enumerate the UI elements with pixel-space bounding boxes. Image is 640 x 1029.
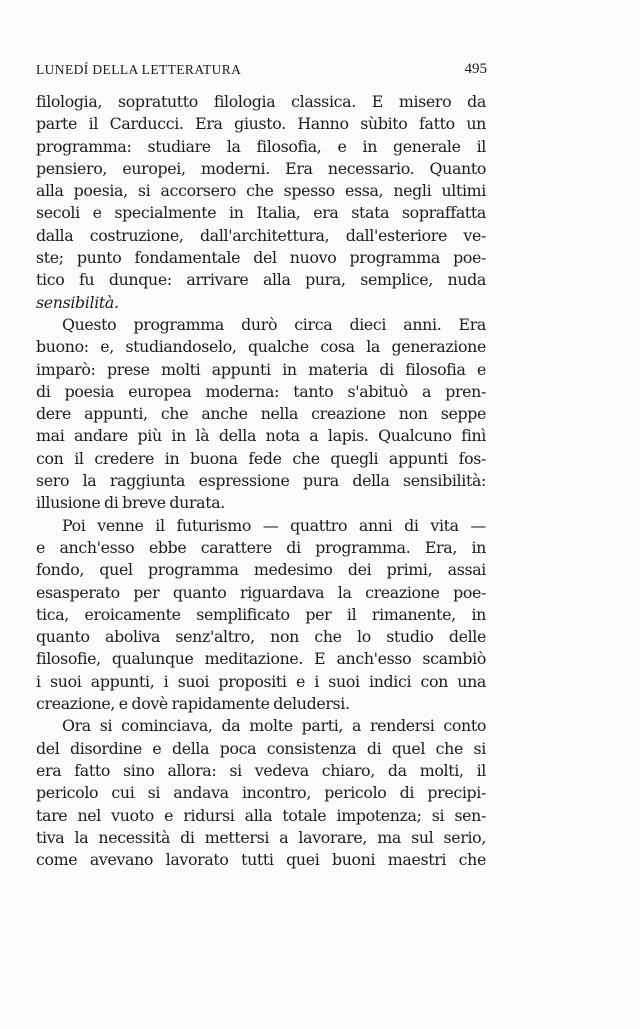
- text-line: come avevano lavorato tutti quei buoni maestri che: [36, 850, 486, 870]
- text-line: tare nel vuoto e ridursi alla totale impotenza; si sen-: [36, 805, 486, 825]
- text-line: con il credere in buona fede che quegli appunti fos-: [36, 448, 486, 468]
- text-line: tiva la necessità di mettersi a lavorare, ma sul serio,: [36, 827, 486, 847]
- text-line: filosofie, qualunque meditazione. E anch'esso scambiò: [36, 649, 486, 669]
- text-line: tica, eroicamente semplificato per il rimanente, in: [36, 604, 486, 624]
- text-line: [36, 292, 486, 314]
- text-line: di poesia europea moderna: tanto s'abituò a pren-: [36, 381, 486, 401]
- text-line: quanto aboliva senz'altro, non che lo studio delle: [36, 627, 486, 647]
- paragraph-1: [36, 91, 486, 314]
- text-line: creazione, e dovè rapidamente deludersi.: [36, 694, 350, 714]
- text-line: del disordine e della poca consistenza di quel che si: [36, 738, 486, 758]
- text-line: alla poesia, si accorsero che spesso essa, negli ultimi: [36, 181, 486, 201]
- text-line: sero la raggiunta espressione pura della sensibilità:: [36, 471, 486, 491]
- text-line: Ora si cominciava, da molte parti, a rendersi conto: [62, 716, 486, 736]
- text-line: Questo programma durò circa dieci anni. Era: [62, 314, 486, 334]
- text-line: imparò: prese molti appunti in materia di filosofia e: [36, 359, 486, 379]
- text-line: pensiero, europei, moderni. Era necessario. Quanto: [36, 158, 486, 178]
- text-line: i suoi appunti, i suoi propositi e i suoi indici con una: [36, 671, 486, 691]
- text-line: esasperato per quanto riguardava la creazione poe-: [36, 582, 486, 602]
- text-line: e anch'esso ebbe carattere di programma. Era, in: [36, 537, 486, 557]
- running-title: LUNEDÍ DELLA LETTERATURA: [36, 62, 242, 77]
- paragraph-2: [36, 314, 486, 515]
- text-line: fondo, quel programma medesimo dei primi, assai: [36, 560, 486, 580]
- text-line: mai andare più in là della nota a lapis. Qualcuno finì: [36, 426, 486, 446]
- text-line: ste; punto fondamentale del nuovo programma poe-: [36, 248, 486, 268]
- text-line: illusione di breve durata.: [36, 493, 225, 513]
- text-line: pericolo cui si andava incontro, pericolo di precipi-: [36, 783, 486, 803]
- text-line: buono: e, studiandoselo, qualche cosa la generazione: [36, 337, 486, 357]
- page-number: 495: [464, 61, 487, 77]
- text-line: parte il Carducci. Era giusto. Hanno sùbito fatto un: [36, 114, 486, 134]
- paragraph-4: [36, 715, 486, 871]
- paragraph-3: [36, 515, 486, 716]
- text-line: filologia, sopratutto filologia classica. E misero da: [36, 92, 486, 111]
- text-line: tico fu dunque: arrivare alla pura, semplice, nuda: [36, 270, 486, 290]
- text-line: dere appunti, che anche nella creazione non seppe: [36, 404, 486, 424]
- text-line: secoli e specialmente in Italia, era stata sopraffatta: [36, 203, 486, 223]
- text-line: programma: studiare la filosofia, e in generale il: [36, 136, 486, 156]
- text-line: era fatto sino allora: si vedeva chiaro, da molti, il: [36, 760, 486, 780]
- text-line: Poi venne il futurismo — quattro anni di vita —: [62, 515, 486, 535]
- text-line: dalla costruzione, dall'architettura, dall'esteriore ve-: [36, 225, 486, 245]
- body-text: [36, 91, 486, 871]
- italic-word: sensibilità.: [36, 292, 119, 312]
